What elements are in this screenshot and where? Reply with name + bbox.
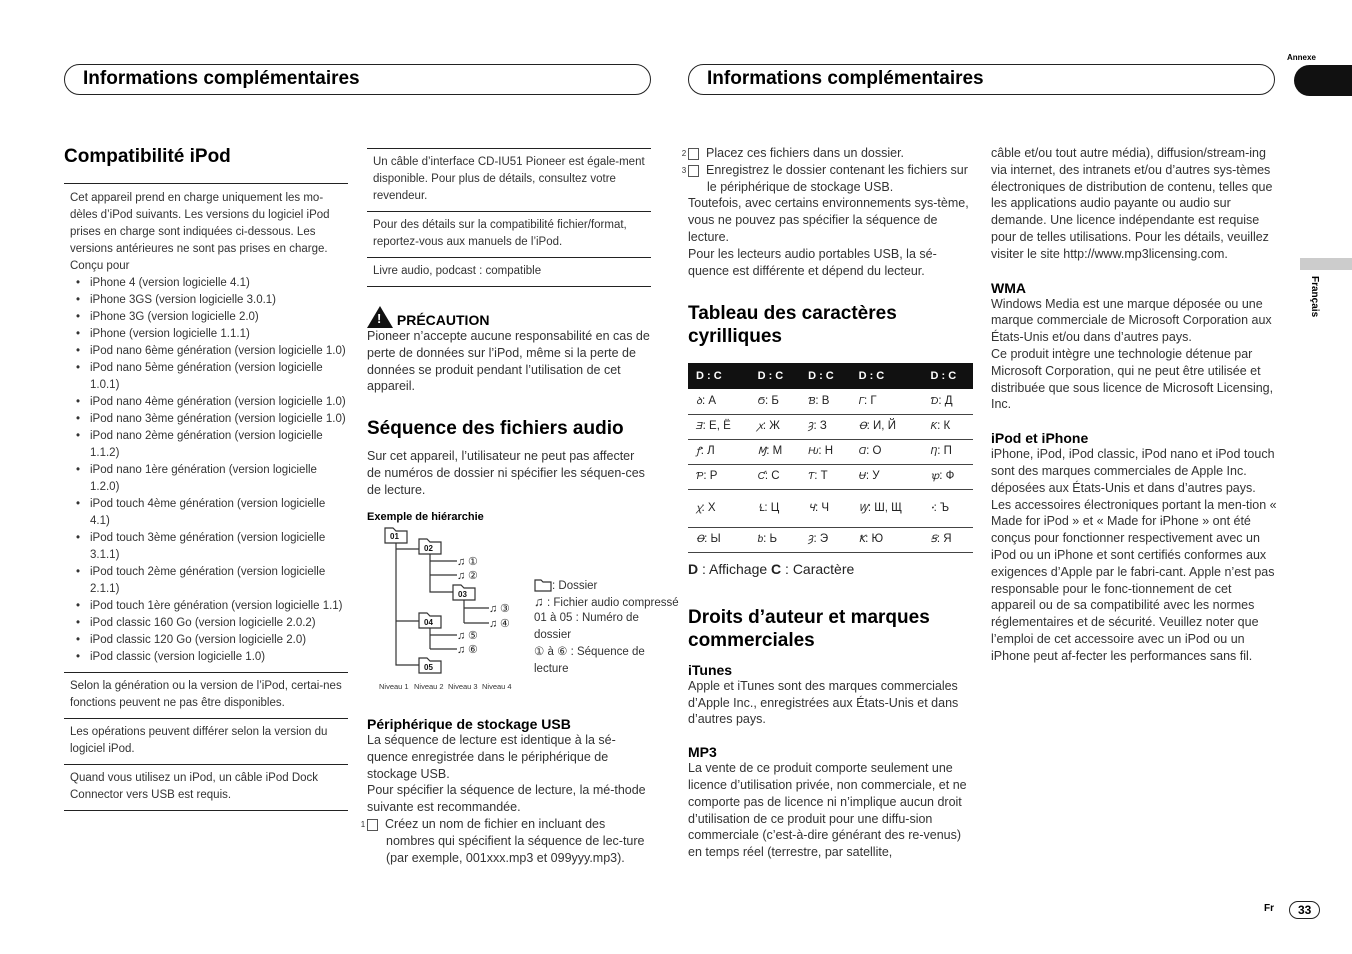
table-header-cell: D : C	[922, 363, 973, 389]
display-glyph-icon: ꞏ	[930, 502, 934, 514]
ipod-model-item: • iPod nano 6ème génération (version logicielle 1.0)	[70, 343, 348, 360]
character-label: : Р	[703, 470, 718, 483]
character-label: : Ш, Щ	[867, 501, 902, 514]
legend-c-text: : Caractère	[781, 560, 855, 577]
table-cell	[800, 489, 851, 527]
display-glyph-icon: Ȝ	[808, 421, 814, 433]
level-label: Niveau 4	[482, 682, 512, 691]
table-row	[688, 414, 973, 439]
note-item: Pour des détails sur la compatibilité fichier/format, reportez-vous aux manuels de l’iPod.	[367, 212, 651, 258]
legend-sequence: ① à ⑥ : Séquence de lecture	[534, 646, 645, 675]
character-label: : Ъ	[933, 501, 950, 514]
character-label: : Н	[818, 445, 834, 458]
table-cell	[750, 414, 801, 439]
character-label: : К	[937, 420, 951, 433]
ipod-model-item: • iPhone 3GS (version logicielle 3.0.1)	[70, 292, 348, 309]
folder-label: 03	[458, 590, 467, 599]
character-label: : В	[815, 395, 830, 408]
display-glyph-icon: Ꝡ	[858, 502, 868, 514]
character-label: : А	[702, 395, 717, 408]
example-title: Exemple de hiérarchie	[367, 510, 484, 523]
character-label: : И, Й	[866, 420, 896, 433]
ipod-model-item: • iPod nano 3ème génération (version logicielle 1.0)	[70, 411, 348, 428]
display-glyph-icon: Ƈ	[757, 471, 765, 483]
display-glyph-icon: Ɥ	[808, 502, 815, 514]
character-label: : Ь	[763, 533, 778, 546]
ipod-models-list	[70, 275, 348, 666]
page-number: 33	[1289, 901, 1320, 919]
usb-step-1	[360, 816, 651, 866]
note-item: Les opérations peuvent différer selon la version du logiciel iPod.	[64, 719, 348, 765]
caution-heading	[367, 306, 651, 328]
table-cell	[750, 489, 801, 527]
legend-folder-number: 01 à 05 : Numéro de dossier	[534, 612, 639, 641]
note-item: Selon la génération ou la version de l’iPod, certai-nes fonctions peuvent ne pas être disponibles.	[64, 673, 348, 719]
section-header-right-title: Informations complémentaires	[707, 68, 984, 89]
table-cell	[750, 439, 801, 464]
table-cell	[750, 389, 801, 414]
ipod-model-item: • iPod touch 1ère génération (version logicielle 1.1)	[70, 598, 348, 615]
level-label: Niveau 1	[379, 682, 409, 691]
ipod-compat-title: Compatibilité iPod	[64, 146, 231, 167]
table-cell	[800, 527, 851, 552]
display-glyph-icon: Ɱ	[757, 446, 767, 458]
sequence-text: Sur cet appareil, l’utilisateur ne peut pas affecter de numéros de dossier ni spécifier les séquen-ces de lecture.	[367, 449, 645, 497]
level-label: Niveau 2	[414, 682, 444, 691]
display-glyph-icon: Ɓ	[808, 396, 816, 408]
character-label: : Т	[814, 470, 828, 483]
character-label: : М	[766, 445, 783, 458]
table-cell	[688, 439, 750, 464]
note-item: Quand vous utilisez un iPod, un câble iPod Dock Connector vers USB est requis.	[64, 765, 348, 811]
music-note-icon: ♫	[457, 644, 466, 656]
column-3	[681, 145, 972, 861]
table-header-cell: D : C	[851, 363, 923, 389]
display-glyph-icon: Г	[858, 396, 865, 408]
level-label: Niveau 3	[448, 682, 478, 691]
display-glyph-icon: Ƭ	[808, 471, 815, 483]
display-glyph-icon: Ɗ	[930, 396, 939, 408]
music-note-icon: ♫	[457, 556, 466, 568]
cyrillic-table	[688, 363, 973, 553]
column-1	[64, 145, 348, 811]
ipod-model-item: • iPod classic (version logicielle 1.0)	[70, 649, 348, 666]
table-cell	[688, 389, 750, 414]
language-tab-bar	[1300, 258, 1352, 270]
character-label: : Э	[813, 533, 829, 546]
wma-p1: Windows Media est une marque déposée ou une marque commerciale de Microsoft Corporation aux États-Unis et/ou dans d’autres pays.	[991, 296, 1272, 345]
itunes-title: iTunes	[688, 661, 733, 678]
ipod-model-item: • iPod touch 4ème génération (version logicielle 4.1)	[70, 496, 348, 530]
display-glyph-icon: Ꞩ	[930, 534, 937, 546]
col2-notes	[367, 148, 651, 287]
character-label: : Х	[701, 501, 716, 514]
concu-pour-label: Conçu pour	[70, 260, 130, 272]
table-cell	[922, 527, 973, 552]
table-cell	[800, 389, 851, 414]
display-glyph-icon: ꝭ	[696, 446, 701, 458]
character-label: : Я	[936, 533, 952, 546]
table-row	[688, 527, 973, 552]
table-cell	[800, 439, 851, 464]
character-label: : Ч	[814, 501, 829, 514]
annexe-label: Annexe	[1287, 53, 1316, 62]
character-label: : З	[813, 420, 827, 433]
table-legend	[688, 561, 972, 577]
ipod-model-item: • iPod nano 1ère génération (version logicielle 1.2.0)	[70, 462, 348, 496]
character-label: : Ы	[704, 533, 721, 546]
ipod-model-item: • iPod nano 5ème génération (version logicielle 1.0.1)	[70, 360, 348, 394]
table-row	[688, 464, 973, 489]
music-note-icon: ♫	[457, 630, 466, 642]
table-cell	[688, 527, 750, 552]
file-seq-label: ③	[500, 603, 510, 615]
ipod-compat-intro: Cet appareil prend en charge uniquement les mo-dèles d’iPod suivants. Les versions du logiciel iPod prises en charge sont indiquées ci-dessous. Les versions antérieures ne sont pas prises en charge.	[70, 192, 330, 255]
display-glyph-icon: ƅ	[757, 534, 764, 546]
character-label: : Б	[765, 395, 779, 408]
usb-p2: Pour spécifier la séquence de lecture, la mé-thode suivante est recommandée.	[367, 783, 646, 815]
display-glyph-icon: ꭓ	[696, 502, 702, 514]
display-glyph-icon: Ǝ	[696, 421, 703, 433]
table-cell	[851, 489, 923, 527]
legend-c: C	[771, 560, 782, 577]
folder-label: 05	[424, 663, 433, 672]
character-label: : У	[865, 470, 880, 483]
ipod-p2: Les accessoires électroniques portant la men-tion « Made for iPod » et « Made for iPhone » ont été conçus pour fonctionner respectivement avec un iPod ou un iPhone et sont certifiés conformes aux exigences d’Apple par le fabri-cant. Apple n’est pas responsable pour le fonc-tionnement de cet appareil ou de sa compatibilité avec les normes réglementaires et de sécurité. Veuillez noter que l’emploi de cet accessoire avec un iPod ou un iPhone peut af-fecter les performances sans fil.	[991, 497, 1277, 663]
character-label: : Ж	[762, 420, 780, 433]
sequence-title: Séquence des fichiers audio	[367, 418, 624, 440]
table-cell	[922, 439, 973, 464]
table-row	[688, 439, 973, 464]
note-item: Un câble d’interface CD-IU51 Pioneer est égale-ment disponible. Pour plus de détails, consultez votre revendeur.	[367, 149, 651, 212]
character-label: : П	[937, 445, 952, 458]
rights-title: Droits d’auteur et marques commerciales	[688, 606, 930, 651]
step-text: Créez un nom de fichier en incluant des nombres qui spécifient la séquence de lec-ture (par exemple, 001xxx.mp3 et 099yyy.mp3).	[385, 816, 645, 865]
folder-label: 02	[424, 544, 433, 553]
display-glyph-icon: Ƥ	[696, 471, 704, 483]
folder-label: 01	[390, 532, 399, 541]
file-seq-label: ⑤	[468, 630, 478, 642]
display-glyph-icon: Ƙ	[930, 421, 938, 433]
cyrillic-table-body	[688, 389, 973, 552]
display-glyph-icon: Ꝁ	[858, 534, 866, 546]
ipod-model-item: • iPhone 3G (version logicielle 2.0)	[70, 309, 348, 326]
wma-title: WMA	[991, 279, 1026, 296]
ipod-notes	[64, 672, 348, 811]
ipod-compat-box	[64, 183, 348, 666]
table-cell	[800, 414, 851, 439]
table-header-cell: D : C	[800, 363, 851, 389]
step-number: 2	[688, 148, 699, 160]
table-header-cell: D : C	[750, 363, 801, 389]
col3-p2: Pour les lecteurs audio portables USB, la sé-quence est différente et dépend du lecteur.	[688, 246, 937, 278]
folder-icon	[535, 580, 551, 591]
ipod-model-item: • iPod touch 3ème génération (version logicielle 3.1.1)	[70, 530, 348, 564]
table-cell	[851, 464, 923, 489]
ipod-model-item: • iPhone 4 (version logicielle 4.1)	[70, 275, 348, 292]
file-seq-label: ⑥	[468, 644, 478, 656]
col3-p1: Toutefois, avec certains environnements sys-tème, vous ne pouvez pas spécifier la séquence de lecture.	[688, 196, 969, 244]
column-2	[367, 148, 651, 523]
step-text: Enregistrez le dossier contenant les fichiers sur le périphérique de stockage USB.	[706, 162, 968, 194]
table-cell	[750, 527, 801, 552]
step-text: Placez ces fichiers dans un dossier.	[706, 146, 905, 160]
usb-section	[360, 716, 651, 866]
display-glyph-icon: Ɑ	[858, 446, 867, 458]
display-glyph-icon: Ϭ	[757, 396, 766, 408]
legend-fichier: : Fichier audio compressé	[547, 597, 679, 609]
section-header-right	[688, 64, 1275, 95]
character-label: : Ф	[939, 470, 955, 483]
file-seq-label: ②	[468, 570, 478, 582]
table-cell	[922, 414, 973, 439]
music-note-icon: ♫	[489, 618, 498, 630]
table-cell	[851, 527, 923, 552]
mp3-text: La vente de ce produit comporte seulement une licence d’utilisation privée, non commerciale, et ne comporte pas de licence ni n’implique aucun droit d’utilisation de ce produit pour une diffu-sion commerciale (c’est-à-dire générant des re-venus) en temps réel (terrestre, par satellite,	[688, 761, 967, 860]
file-seq-label: ④	[500, 618, 510, 630]
table-header-cell: D : C	[688, 363, 750, 389]
footer-lang: Fr	[1264, 903, 1274, 914]
language-tab-label: Français	[1309, 276, 1320, 318]
table-cell	[800, 464, 851, 489]
display-glyph-icon: ꝕ	[930, 471, 940, 483]
cyrillic-title: Tableau des caractères cyrilliques	[688, 303, 897, 348]
character-label: : Ц	[764, 501, 780, 514]
column-4	[991, 145, 1277, 665]
table-cell	[851, 439, 923, 464]
display-glyph-icon: Ꝇ	[757, 502, 765, 514]
step-number: 1	[367, 819, 378, 831]
file-seq-label: ①	[468, 556, 478, 568]
legend-dossier: : Dossier	[552, 580, 598, 592]
display-glyph-icon: Ꝋ	[858, 421, 867, 433]
ipod-model-item: • iPod classic 160 Go (version logicielle 2.0.2)	[70, 615, 348, 632]
table-cell	[688, 414, 750, 439]
display-glyph-icon: ꝺ	[696, 396, 702, 408]
music-note-icon: ♫	[534, 594, 544, 609]
display-glyph-icon: Ȝ	[808, 534, 814, 546]
display-glyph-icon: Ƞ	[930, 446, 938, 458]
character-label: : Г	[864, 395, 877, 408]
table-cell	[922, 389, 973, 414]
cyrillic-table-header	[688, 363, 973, 389]
table-row	[688, 389, 973, 414]
annexe-tab	[1294, 65, 1352, 96]
character-label: : Е, Ё	[702, 420, 731, 433]
ipod-p1: iPhone, iPod, iPod classic, iPod nano et iPod touch sont des marques commerciales de Apple Inc. déposées aux États-Unis et dans d’autres pays.	[991, 447, 1275, 495]
table-cell	[688, 464, 750, 489]
table-cell	[851, 389, 923, 414]
diagram-legend-text	[534, 593, 654, 678]
table-cell	[750, 464, 801, 489]
music-note-icon: ♫	[489, 603, 498, 615]
legend-d-text: : Affichage	[698, 560, 772, 577]
ipod-model-item: • iPhone (version logicielle 1.1.1)	[70, 326, 348, 343]
wma-p2: Ce produit intègre une technologie détenue par Microsoft Corporation, qui ne peut être utilisée et distribuée que sous licence de Microsoft Licensing, Inc.	[991, 346, 1274, 412]
step-number: 3	[688, 165, 699, 177]
character-label: : О	[866, 445, 882, 458]
music-note-icon: ♫	[457, 570, 466, 582]
usb-title: Périphérique de stockage USB	[367, 716, 571, 732]
ipod-model-item: • iPod classic 120 Go (version logicielle 2.0)	[70, 632, 348, 649]
warning-icon: !	[367, 306, 393, 328]
usb-step-2	[681, 145, 972, 162]
itunes-text: Apple et iTunes sont des marques commerciales d’Apple Inc., enregistrées aux États-Unis et dans d’autres pays.	[688, 678, 959, 727]
folder-label: 04	[424, 618, 433, 627]
mp3-title: MP3	[688, 744, 717, 761]
table-cell	[922, 489, 973, 527]
character-label: : Д	[938, 395, 953, 408]
usb-p1: La séquence de lecture est identique à la sé-quence enregistrée dans le périphérique de stockage USB.	[367, 733, 616, 781]
section-header-left-title: Informations complémentaires	[83, 68, 360, 89]
mp3-cont: câble et/ou tout autre média), diffusion/stream-ing via internet, des intranets et/ou d’autres sys-tèmes électroniques de distribution de contenu, telles que les applications audio payante ou audio sur demande. Une licence indépendante est requise pour de telles utilisations. Pour les détails, veuillez visiter le site http://www.mp3licensing.com.	[991, 146, 1273, 261]
ipod-model-item: • iPod touch 2ème génération (version logicielle 2.1.1)	[70, 564, 348, 598]
display-glyph-icon: Ʉ	[858, 471, 866, 483]
character-label: : Л	[700, 445, 715, 458]
caution-text: Pioneer n’accepte aucune responsabilité en cas de perte de données sur l’iPod, même si la perte de données se produit pendant l’utilisation de cet appareil.	[367, 329, 650, 394]
display-glyph-icon: Ꝋ	[696, 534, 705, 546]
ipod-iphone-title: iPod et iPhone	[991, 430, 1089, 447]
display-glyph-icon: ꭗ	[757, 421, 763, 433]
character-label: : С	[764, 470, 780, 483]
table-row	[688, 489, 973, 527]
usb-step-3	[681, 162, 972, 196]
character-label: : Ю	[865, 533, 884, 546]
ipod-model-item: • iPod nano 4ème génération (version logicielle 1.0)	[70, 394, 348, 411]
ipod-model-item: • iPod nano 2ème génération (version logicielle 1.1.2)	[70, 428, 348, 462]
legend-d: D	[688, 560, 699, 577]
table-cell	[851, 414, 923, 439]
section-header-left	[64, 64, 651, 95]
caution-title: PRÉCAUTION	[396, 312, 490, 328]
table-cell	[922, 464, 973, 489]
note-item: Livre audio, podcast : compatible	[367, 258, 651, 287]
table-cell	[688, 489, 750, 527]
display-glyph-icon: Ƕ	[808, 446, 819, 458]
